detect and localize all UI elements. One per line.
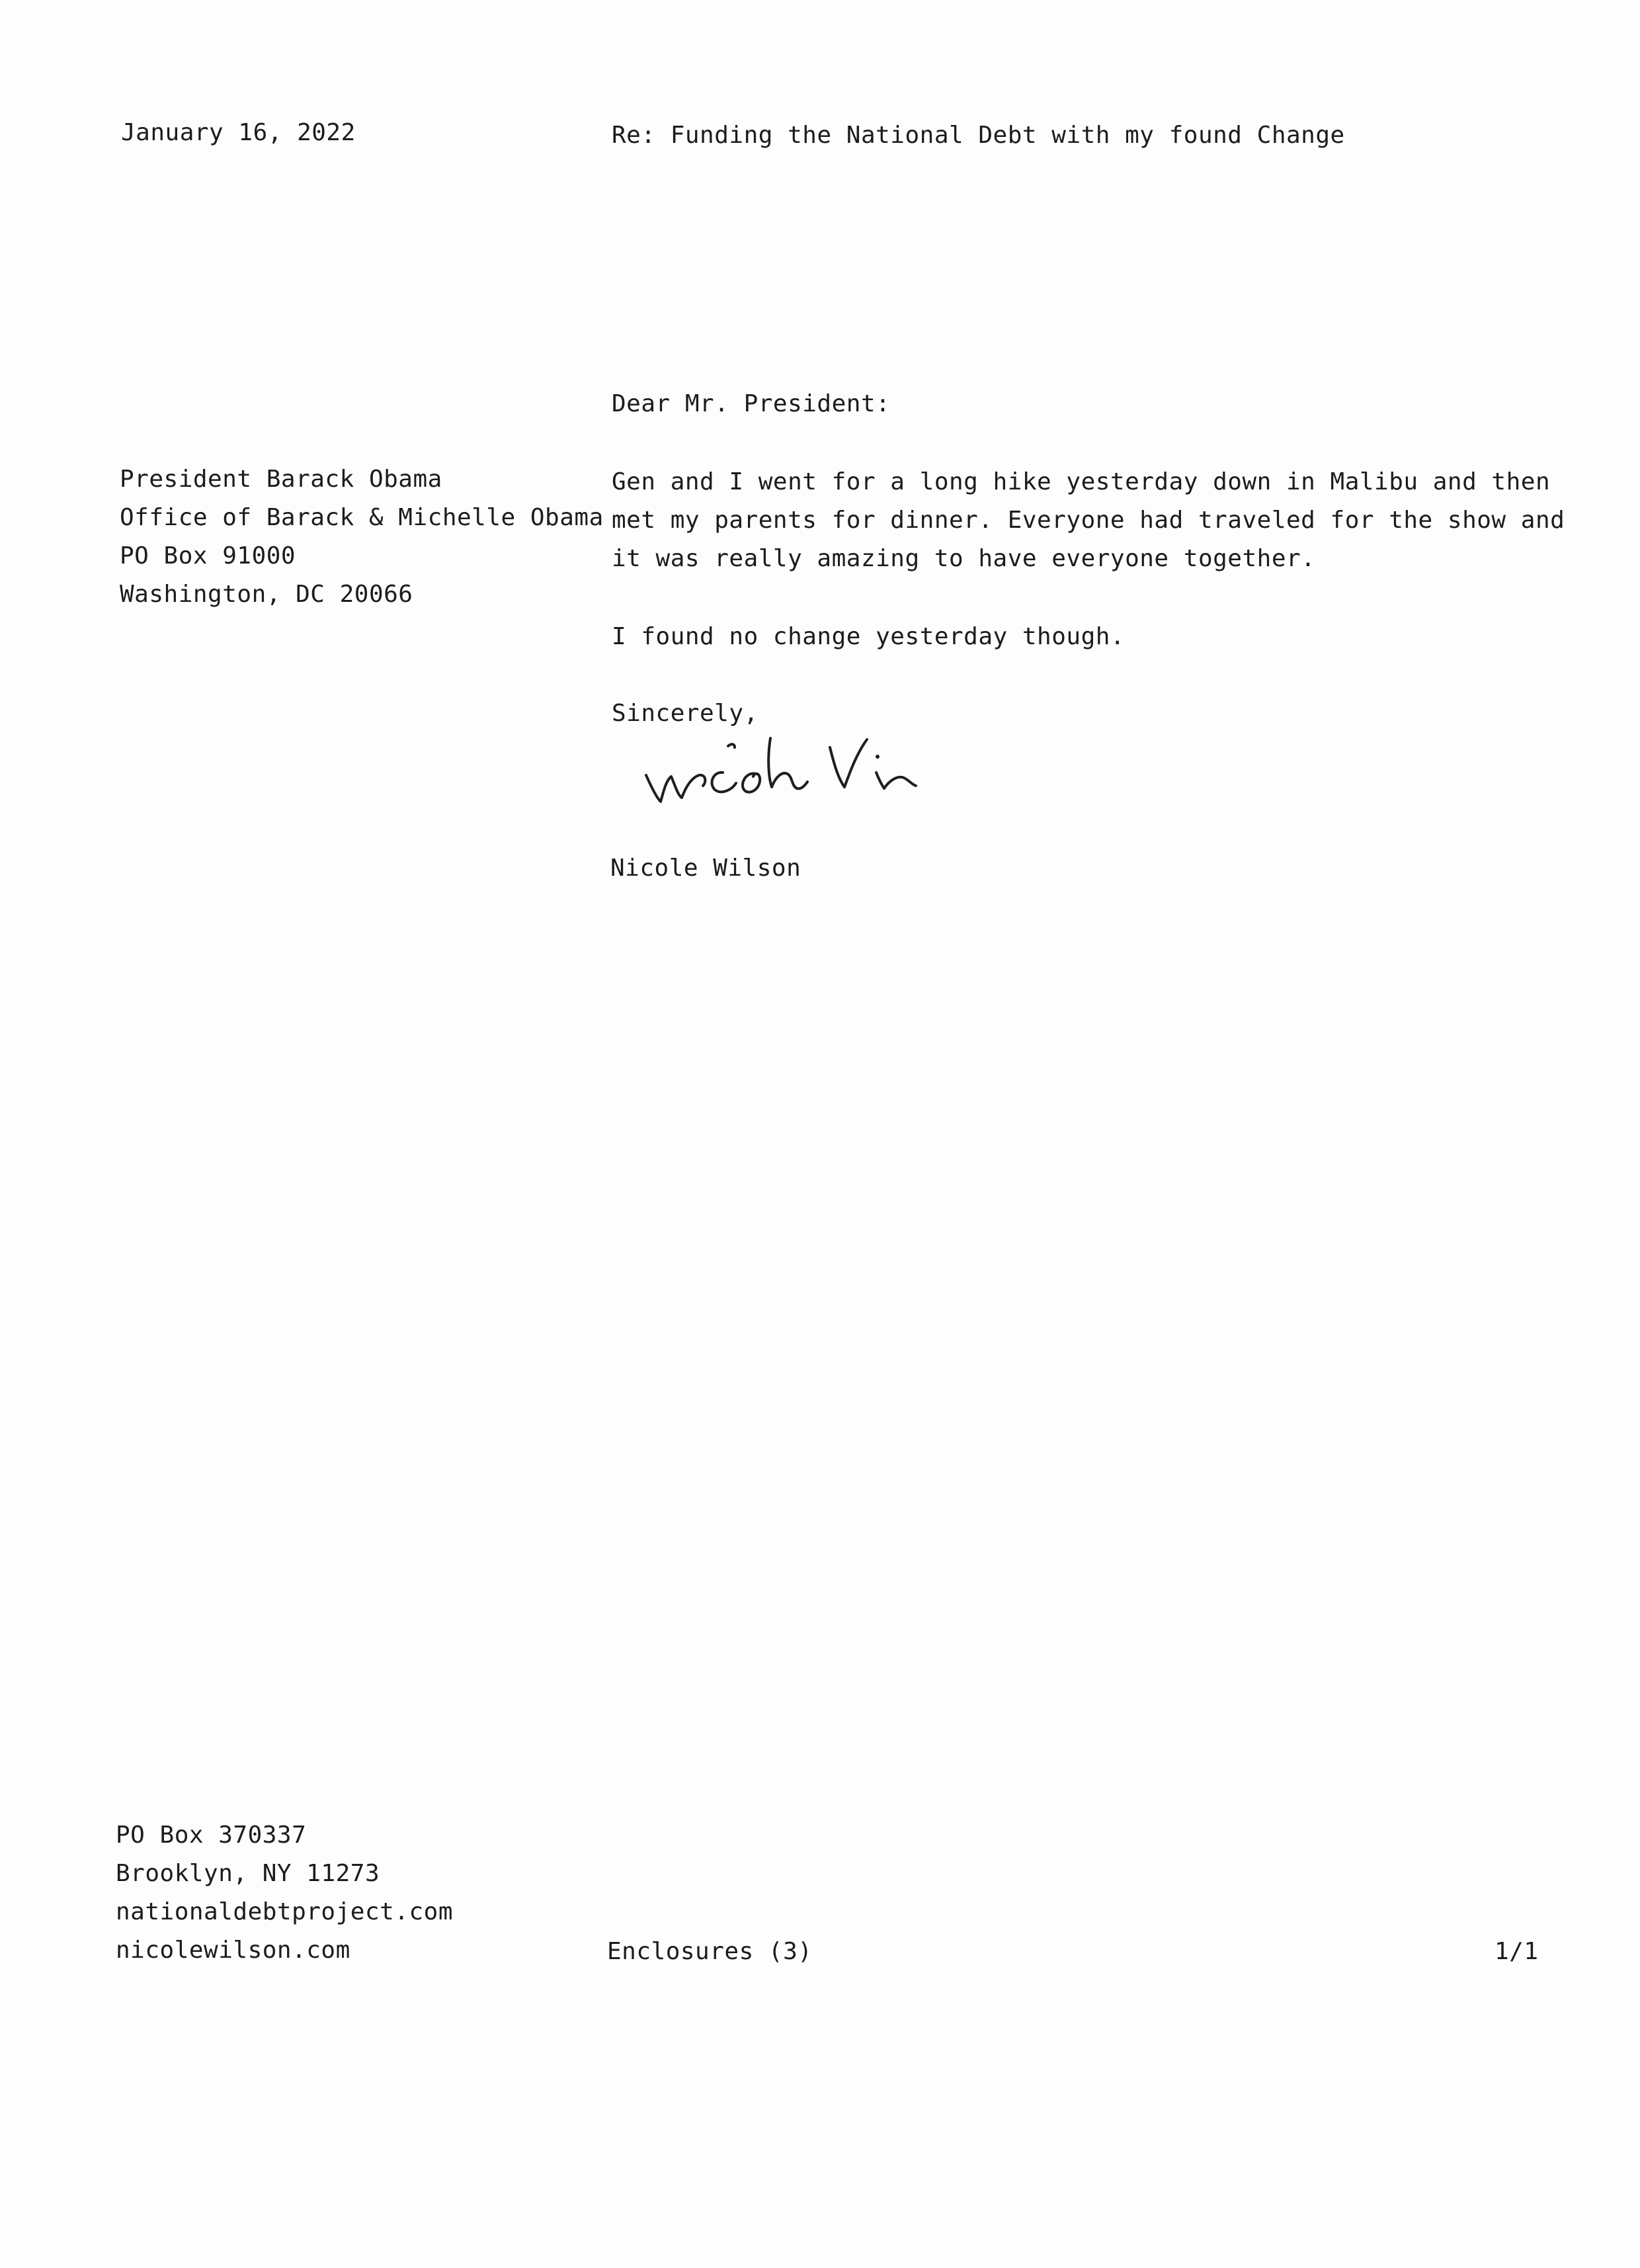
signer-name: Nicole Wilson: [610, 855, 801, 882]
body-paragraph: I found no change yesterday though.: [612, 623, 1126, 650]
salutation: Dear Mr. President:: [612, 390, 891, 417]
recipient-line: Office of Barack & Michelle Obama: [120, 504, 604, 531]
letter-subject: Re: Funding the National Debt with my found Change: [612, 122, 1345, 149]
handwritten-signature: [638, 734, 1008, 820]
recipient-line: PO Box 91000: [120, 542, 296, 569]
closing: Sincerely,: [612, 700, 758, 727]
recipient-line: President Barack Obama: [120, 466, 442, 493]
recipient-address: [120, 460, 604, 614]
sender-address-line: Brooklyn, NY 11273: [116, 1860, 380, 1887]
sender-website: nicolewilson.com: [116, 1937, 350, 1964]
page-number: 1/1: [1495, 1938, 1539, 1965]
sender-website: nationaldebtproject.com: [116, 1898, 453, 1925]
sender-address-line: PO Box 370337: [116, 1822, 307, 1849]
letter-date: January 16, 2022: [121, 119, 356, 146]
body-line: Gen and I went for a long hike yesterday down in Malibu and then: [612, 468, 1551, 495]
sender-address: [116, 1816, 453, 1970]
body-line: it was really amazing to have everyone together.: [612, 545, 1316, 572]
body-paragraph: [612, 463, 1565, 578]
body-line: met my parents for dinner. Everyone had traveled for the show and: [612, 507, 1565, 534]
enclosures-note: Enclosures (3): [607, 1938, 813, 1965]
recipient-line: Washington, DC 20066: [120, 581, 413, 608]
